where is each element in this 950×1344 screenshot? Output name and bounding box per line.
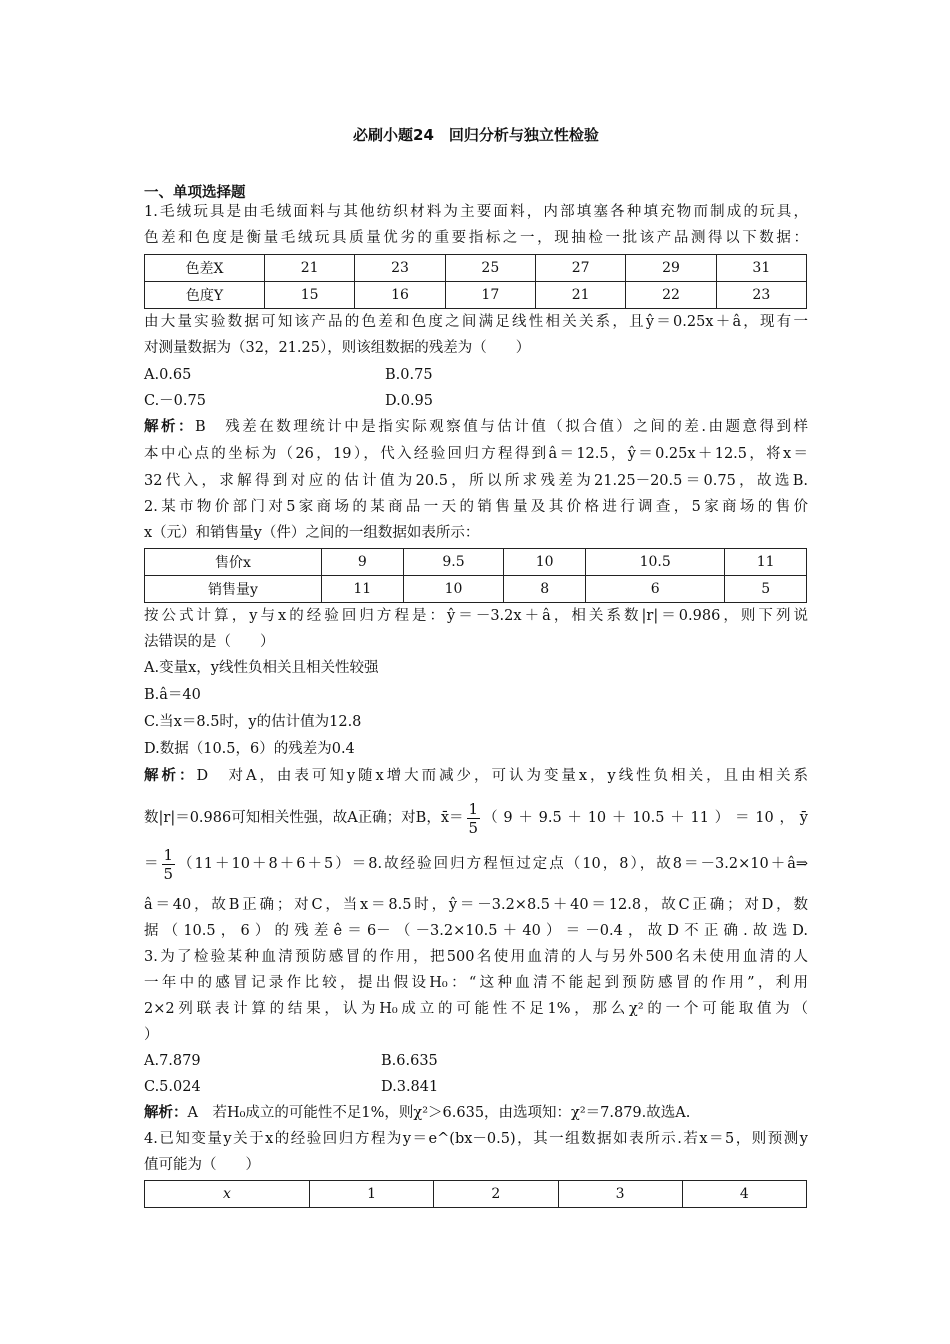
q2-option-c: C.当x＝8.5时，y的估计值为12.8 <box>144 714 362 730</box>
q4-text-line-2: 值可能为（ ） <box>144 1157 260 1173</box>
fraction-numerator: 1 <box>163 845 174 864</box>
table-row-label: 售价x <box>145 549 322 576</box>
q1-answer-text-1: B 残差在数理统计中是指实际观察值与估计值（拟合值）之间的差.由题意得到样 <box>195 419 809 435</box>
q2-text-line-4: 法错误的是（ ） <box>144 634 275 650</box>
q2-answer-text-3b: （11＋10＋8＋6＋5）＝8.故经验回归方程恒过定点（10，8），故8＝－3.2×10＋â⇒ <box>178 856 808 872</box>
q4-text-line-1: 4.已知变量y关于x的经验回归方程为y＝e^(bx－0.5)，其一组数据如表所示.若x＝5，则预测y <box>144 1131 808 1147</box>
q2-answer-text-3a: ＝ <box>144 856 159 872</box>
table-cell: 10 <box>403 576 504 603</box>
q1-text-line-1: 1.毛绒玩具是由毛绒面料与其他纺织材料为主要面料，内部填塞各种填充物而制成的玩具， <box>144 204 808 220</box>
q2-answer-line-3 <box>144 844 808 884</box>
q1-data-table <box>144 254 807 309</box>
q1-answer-line-3: 32代入，求解得到对应的估计值为20.5，所以所求残差为21.25－20.5＝0.75，故选B. <box>144 473 808 489</box>
answer-label: 解析： <box>144 1105 188 1121</box>
q3-answer-line-1 <box>144 1103 808 1123</box>
table-cell: 9.5 <box>403 549 504 576</box>
table-cell: 16 <box>355 282 445 309</box>
q1-answer-line-2: 本中心点的坐标为（26，19），代入经验回归方程得到â＝12.5，ŷ＝0.25x＋12.5，将x＝ <box>144 446 808 462</box>
fraction-denominator: 5 <box>468 818 479 837</box>
q2-answer-line-2 <box>144 798 808 838</box>
table-cell: 2 <box>434 1181 558 1208</box>
q3-text-line-3: 2×2列联表计算的结果，认为H₀成立的可能性不足1%，那么χ²的一个可能取值为（ <box>144 1001 808 1017</box>
q1-option-a: A.0.65 <box>144 367 192 383</box>
table-row-label: x <box>145 1181 310 1208</box>
table-cell: 15 <box>265 282 355 309</box>
q1-text-line-4: 对测量数据为（32，21.25），则该组数据的残差为（ ） <box>144 340 531 356</box>
q2-answer-line-4: â＝40，故B正确；对C，当x＝8.5时，ŷ＝－3.2×8.5＋40＝12.8，故C正确；对D，数 <box>144 897 808 913</box>
table-cell: 5 <box>725 576 807 603</box>
table-cell: 27 <box>535 255 625 282</box>
q1-option-c: C.－0.75 <box>144 393 206 409</box>
q2-answer-line-1 <box>144 766 808 786</box>
q2-option-a: A.变量x，y线性负相关且相关性较强 <box>144 660 379 676</box>
table-row <box>145 282 807 309</box>
q3-text-line-2: 一年中的感冒记录作比较，提出假设H₀：“这种血清不能起到预防感冒的作用”，利用 <box>144 975 808 991</box>
table-cell: 17 <box>445 282 535 309</box>
table-cell: 10.5 <box>585 549 724 576</box>
table-cell: 21 <box>535 282 625 309</box>
q3-option-d: D.3.841 <box>381 1079 439 1095</box>
table-cell: 9 <box>322 549 404 576</box>
table-cell: 22 <box>626 282 716 309</box>
q3-option-c: C.5.024 <box>144 1079 201 1095</box>
table-cell: 1 <box>310 1181 434 1208</box>
table-cell: 8 <box>504 576 586 603</box>
table-row <box>145 576 807 603</box>
table-cell: 11 <box>322 576 404 603</box>
q4-data-table <box>144 1180 807 1208</box>
q2-data-table <box>144 548 807 603</box>
q3-text-line-1: 3.为了检验某种血清预防感冒的作用，把500名使用血清的人与另外500名未使用血清的人 <box>144 949 808 965</box>
fraction-denominator: 5 <box>163 864 174 883</box>
q2-answer-text-2a: 数|r|＝0.986可知相关性强，故A正确；对B，x̄＝ <box>144 810 464 826</box>
q1-option-d: D.0.95 <box>385 393 434 409</box>
table-cell: 25 <box>445 255 535 282</box>
q2-answer-text-2b: （9＋9.5＋10＋10.5＋11）＝10，ȳ <box>483 810 808 826</box>
q3-option-b: B.6.635 <box>381 1053 438 1069</box>
q2-answer-line-5: 据（10.5，6）的残差ê＝6－（－3.2×10.5＋40）＝－0.4，故D不正确.故选D. <box>144 923 808 939</box>
answer-label: 解析： <box>144 419 196 435</box>
q2-option-d: D.数据（10.5，6）的残差为0.4 <box>144 741 355 757</box>
fraction-one-fifth <box>162 846 176 883</box>
table-cell: 3 <box>558 1181 682 1208</box>
answer-label: 解析： <box>144 768 197 784</box>
q2-answer-text-1: D 对A，由表可知y随x增大而减少，可认为变量x，y线性负相关，且由相关系 <box>196 768 808 784</box>
table-row-label: 销售量y <box>145 576 322 603</box>
table-cell: 10 <box>504 549 586 576</box>
table-row <box>145 255 807 282</box>
table-cell: 31 <box>716 255 806 282</box>
q1-text-line-2: 色差和色度是衡量毛绒玩具质量优劣的重要指标之一，现抽检一批该产品测得以下数据： <box>144 230 808 246</box>
q3-answer-text-1: A 若H₀成立的可能性不足1%，则χ²＞6.635，由选项知：χ²＝7.879.故选A. <box>187 1105 691 1121</box>
table-row <box>145 549 807 576</box>
table-cell: 23 <box>355 255 445 282</box>
q2-text-line-3: 按公式计算，y与x的经验回归方程是：ŷ＝－3.2x＋â，相关系数|r|＝0.986，则下列说 <box>144 608 808 624</box>
table-row <box>145 1181 807 1208</box>
page-title: 必刷小题24 回归分析与独立性检验 <box>353 126 599 144</box>
table-cell: 6 <box>585 576 724 603</box>
q2-text-line-1: 2.某市物价部门对5家商场的某商品一天的销售量及其价格进行调查，5家商场的售价 <box>144 499 808 515</box>
q1-option-b: B.0.75 <box>385 367 433 383</box>
section-heading: 一、单项选择题 <box>144 185 246 201</box>
table-row-label: 色差X <box>145 255 265 282</box>
q3-text-line-4: ） <box>144 1027 159 1043</box>
table-cell: 4 <box>682 1181 806 1208</box>
q2-option-b: B.â＝40 <box>144 687 201 703</box>
q2-text-line-2: x（元）和销售量y（件）之间的一组数据如表所示： <box>144 525 480 541</box>
table-cell: 23 <box>716 282 806 309</box>
table-row-label: 色度Y <box>145 282 265 309</box>
q1-text-line-3: 由大量实验数据可知该产品的色差和色度之间满足线性相关关系，且ŷ＝0.25x＋â，现有一 <box>144 314 808 330</box>
table-cell: 11 <box>725 549 807 576</box>
fraction-numerator: 1 <box>468 799 479 818</box>
q1-answer-line-1 <box>144 417 808 437</box>
fraction-one-fifth <box>467 800 481 837</box>
table-cell: 21 <box>265 255 355 282</box>
table-cell: 29 <box>626 255 716 282</box>
q3-option-a: A.7.879 <box>144 1053 201 1069</box>
